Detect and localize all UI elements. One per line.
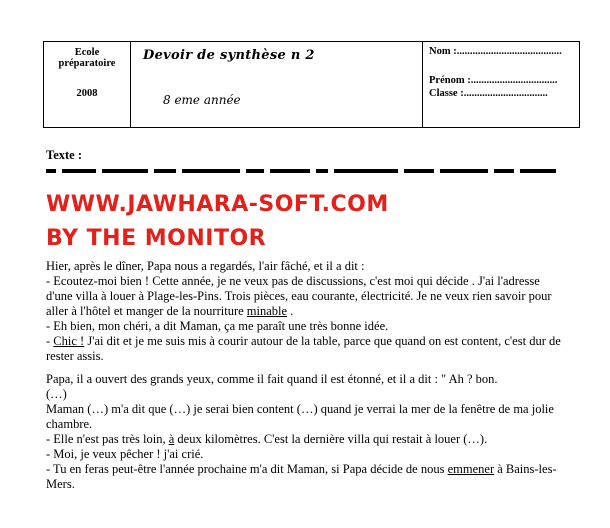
school-cell	[44, 42, 131, 127]
paragraph: - Tu en feras peut-être l'année prochaine m'a dit Maman, si Papa décide de nous emmener à Bains-les-Mers.	[46, 462, 557, 491]
paragraph: - Chic ! J'ai dit et je me suis mis à courir autour de la table, parce que quand on est content, c'est dur de rester assis.	[46, 334, 561, 363]
story-text	[46, 259, 566, 492]
grade-level: 8 eme année	[163, 93, 241, 107]
school-name	[44, 42, 130, 69]
paragraph: - Elle n'est pas très loin, à deux kilomètres. C'est la dernière villa qui restait à louer (…).	[46, 432, 488, 446]
texte-label: Texte :	[46, 148, 82, 162]
paragraph: Maman (…) m'a dit que (…) je serai bien content (…) quand je verrai la mer de la fenêtre de ma jolie chambre.	[46, 402, 554, 431]
underlined-word: à	[168, 432, 175, 446]
exam-header	[43, 41, 580, 128]
student-info-cell	[423, 42, 579, 127]
classe-field: Classe :................................	[429, 88, 548, 99]
prenom-field: Prénom :.................................	[429, 75, 558, 86]
paragraph: - Ecoutez-moi bien ! Cette année, je ne veux pas de discussions, c'est moi qui décide . J'ai l'adresse d'une villa à louer à Plage-les-Pins. Trois pièces, eau courante, électricité. Je ne veux rien savoir pour aller à l'hôtel et manger de la nourriture minable .	[46, 274, 552, 318]
exam-title: Devoir de synthèse n 2	[143, 48, 315, 63]
underlined-word: emmener	[447, 462, 495, 476]
underlined-word: minable	[246, 304, 288, 318]
school-year: 2008	[76, 88, 98, 99]
paragraph: (…)	[46, 387, 67, 401]
underlined-word: Chic !	[53, 334, 85, 348]
paragraph: - Eh bien, mon chéri, a dit Maman, ça me paraît une très bonne idée.	[46, 319, 389, 333]
school-line-1: Ecole	[74, 47, 100, 58]
paragraph: - Moi, je veux pêcher ! j'ai crié.	[46, 447, 204, 461]
paragraph: Hier, après le dîner, Papa nous a regardés, l'air fâché, et il a dit :	[46, 259, 365, 273]
watermark-credit: BY THE MONITOR	[46, 226, 267, 251]
nom-field: Nom :........................................	[429, 46, 562, 57]
watermark-url: WWW.JAWHARA-SOFT.COM	[46, 192, 389, 217]
school-line-2: préparatoire	[58, 58, 116, 69]
title-cell	[131, 42, 423, 127]
obscured-text-line	[46, 169, 566, 183]
paragraph: Papa, il a ouvert des grands yeux, comme il fait quand il est étonné, et il a dit : " Ah ? bon.	[46, 372, 498, 386]
